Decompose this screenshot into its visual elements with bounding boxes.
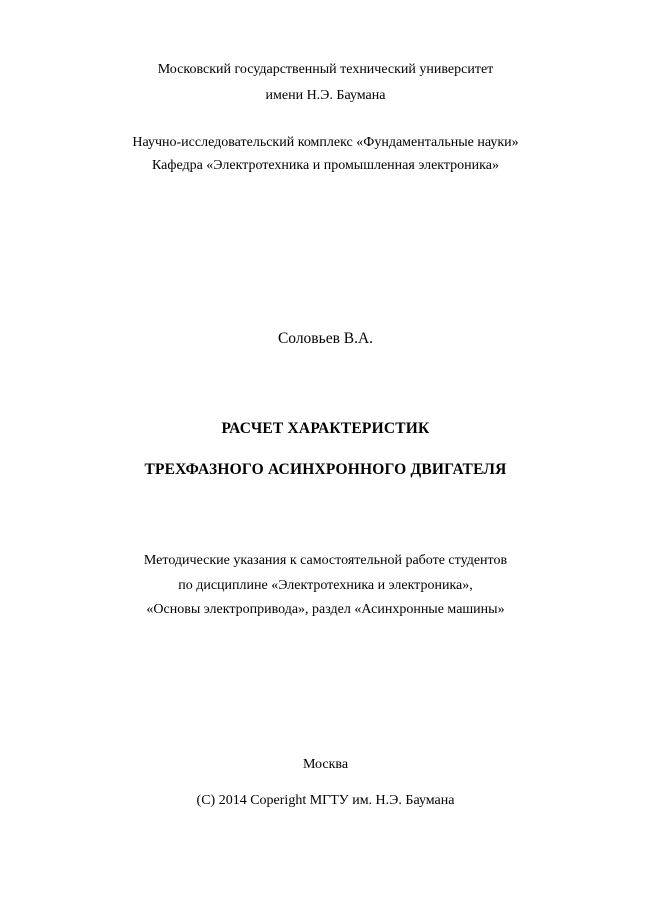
research-complex: Научно-исследовательский комплекс «Фундаментальные науки»	[132, 135, 519, 150]
description-line2: по дисциплине «Электротехника и электроника»,	[178, 578, 473, 593]
description-line3: «Основы электропривода», раздел «Асинхронные машины»	[146, 602, 505, 617]
university-name-line1: Московский государственный технический университет	[157, 62, 494, 77]
copyright: (C) 2014 Coperight МГТУ им. Н.Э. Баумана	[196, 793, 455, 808]
university-name-line2: имени Н.Э. Баумана	[265, 88, 386, 103]
city: Москва	[302, 757, 349, 772]
author: Соловьев В.А.	[277, 330, 374, 347]
description-line1: Методические указания к самостоятельной работе студентов	[143, 553, 508, 568]
department: Кафедра «Электротехника и промышленная электроника»	[152, 158, 499, 173]
document-title-line2: ТРЕХФАЗНОГО АСИНХРОННОГО ДВИГАТЕЛЯ	[144, 461, 507, 478]
document-title-line1: РАСЧЕТ ХАРАКТЕРИСТИК	[221, 420, 430, 437]
